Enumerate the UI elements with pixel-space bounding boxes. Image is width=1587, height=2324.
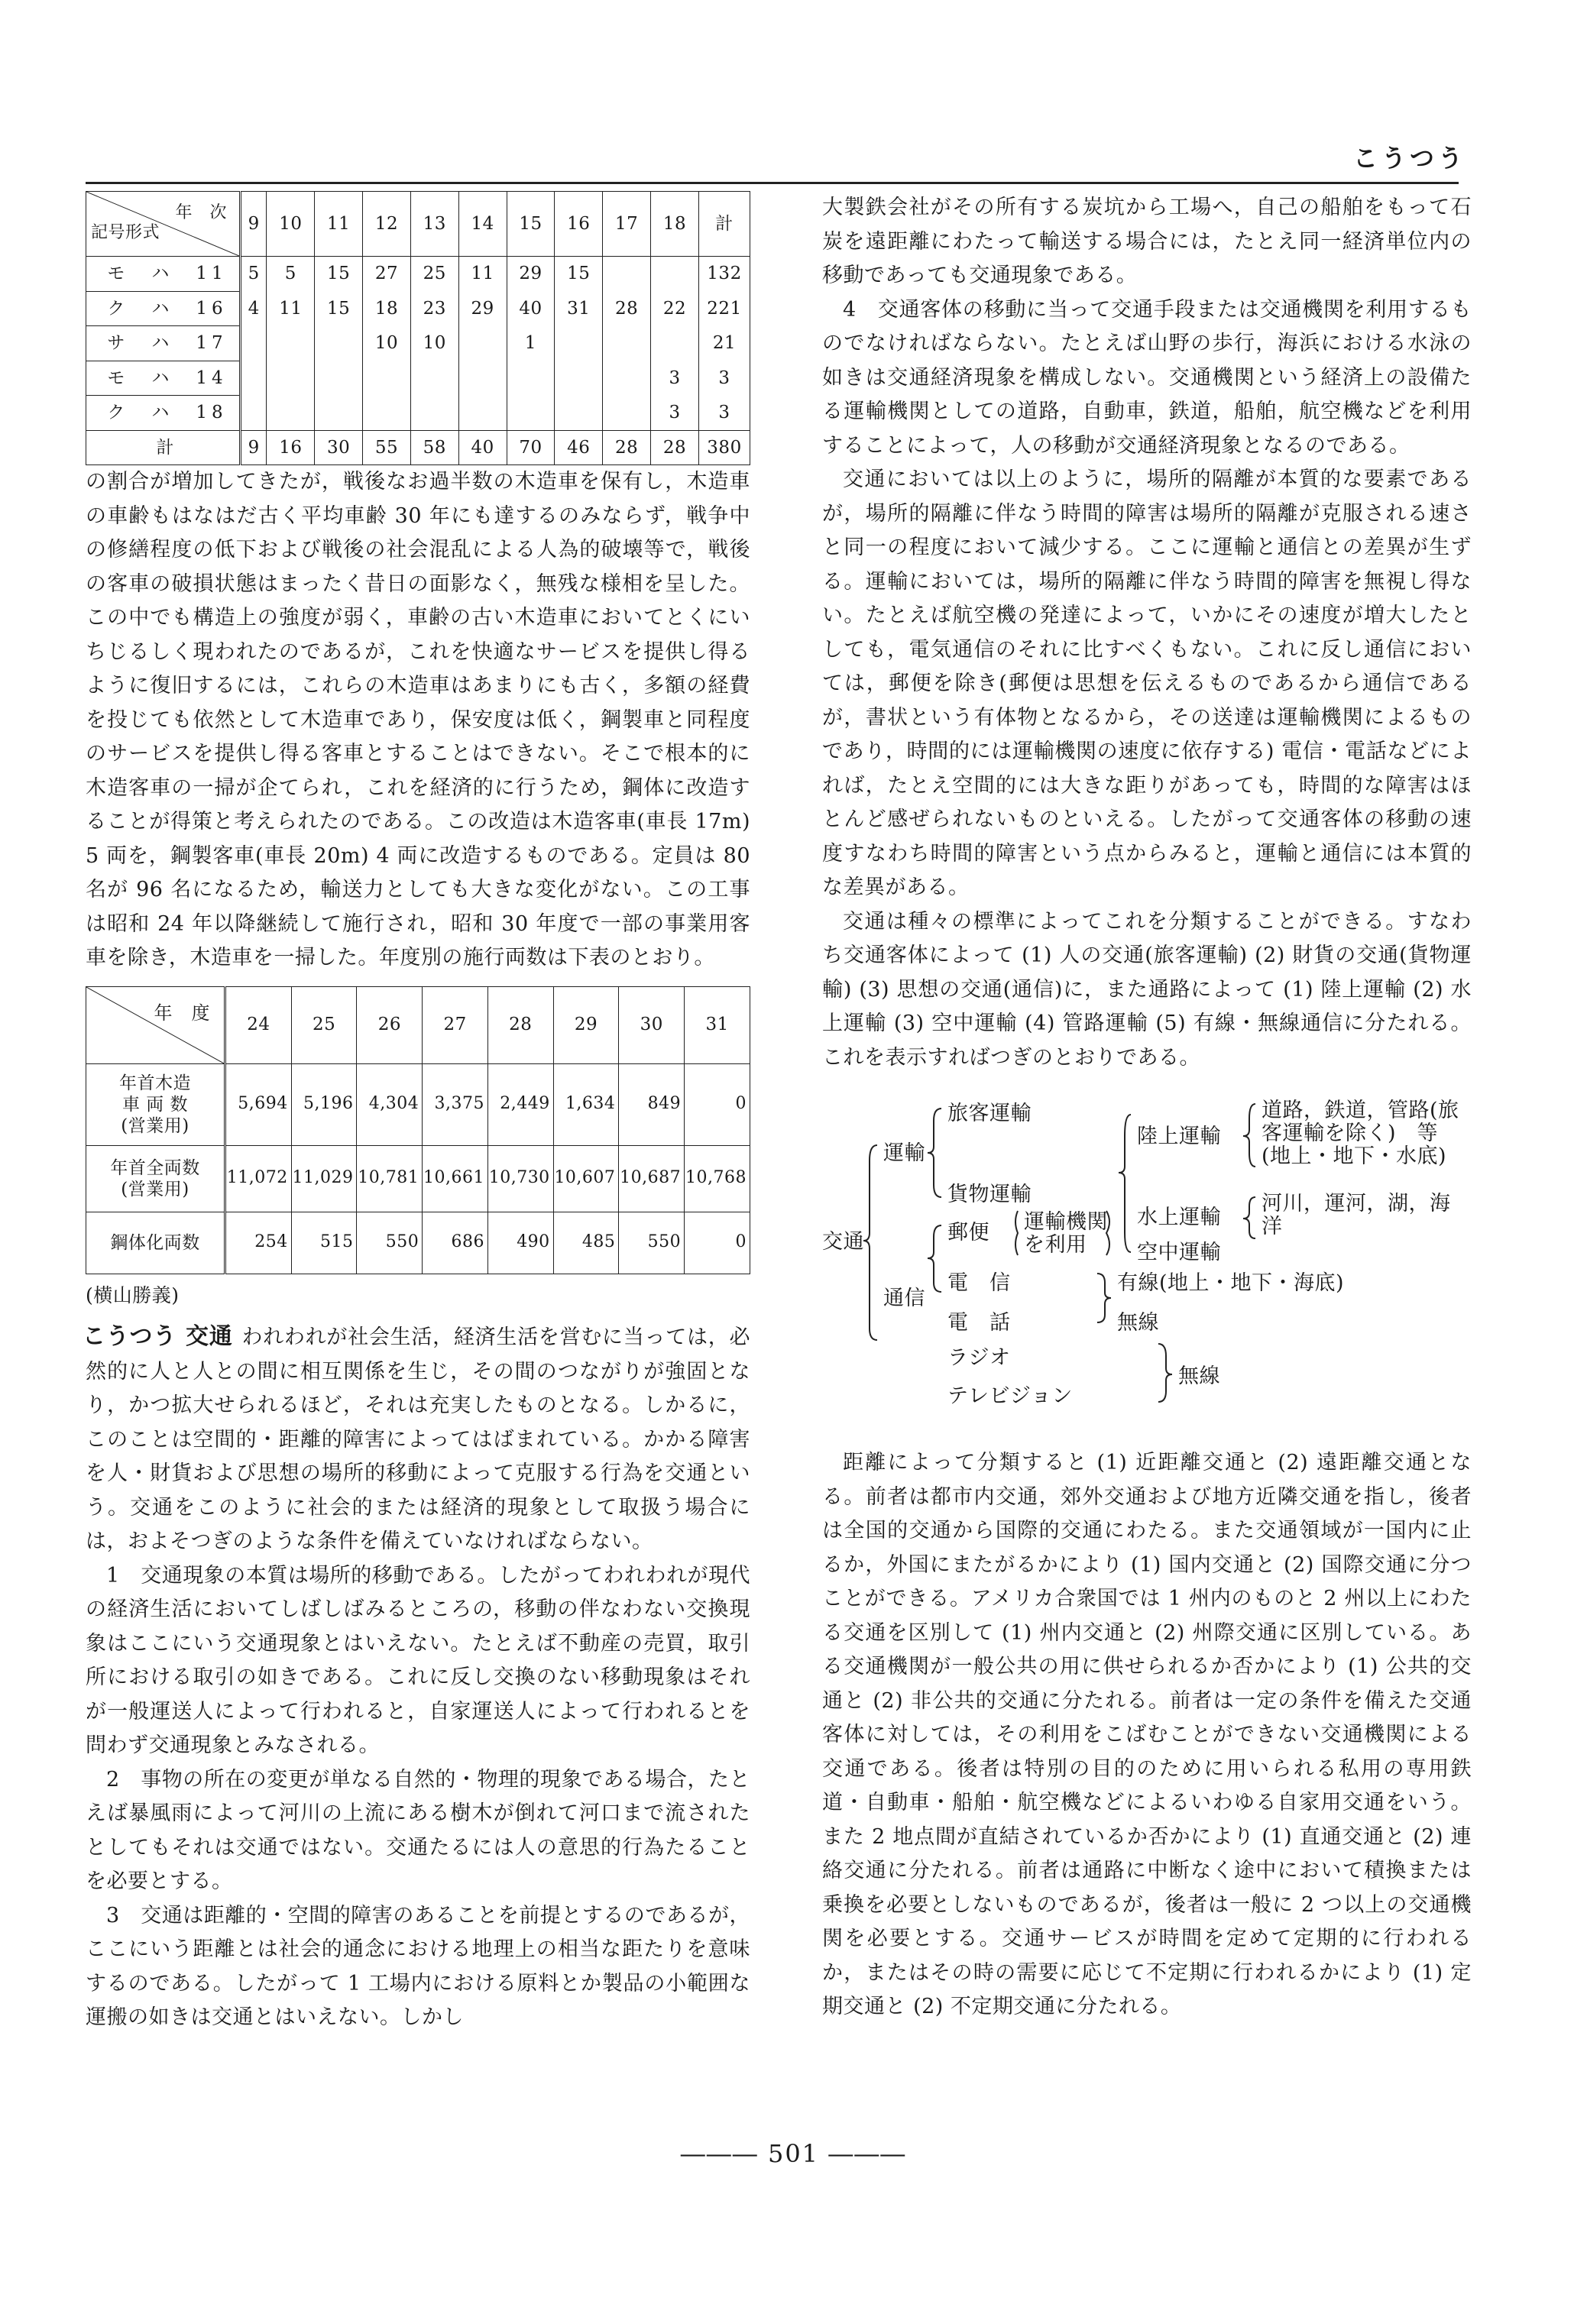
corner-bottom-label: 記号形式 xyxy=(91,222,160,242)
paragraph: 距離によって分類すると (1) 近距離交通と (2) 遠距離交通となる。前者は都市内交通，郊外交通および地方近隣交通を指し，後者は全国的交通から国際的交通にわたる。また交通領域が一国内に止るか，外国にまたがるかにより (1) 国内交通と (2) 国際交通に分つことができる。アメリカ合衆国では 1 州内のものと 2 州以上にわたる交通を区別して (1) 州内交通と (2) 州際交通に区別している。ある交通機関が一般公共の用に供せられるか否かにより (1) 公共的交通と (2) 非公共的交通に分たれる。前者は一定の条件を備えた交通客体に対しては，その利用をこばむことができない交通機関による交通である。後者は特別の目的のために用いられる私用の専用鉄道・自動車・船舶・航空機などによるいわゆる自家用交通をいう。また 2 地点間が直結されているか否かにより (1) 直通交通と (2) 連絡交通に分たれる。前者は通路に中断なく途中において積換または乗換を必要としないものであるが，後者は一般に 2 つ以上の交通機関を必要とする。交通サービスが時間を定めて定期的に行われるか，またはその時の需要に応じて不定期に行われるかにより (1) 定期交通と (2) 不定期交通に分たれる。 xyxy=(822,1451,1472,2018)
column-header: 18 xyxy=(651,192,699,257)
table-cell xyxy=(267,361,315,396)
table-cell: 70 xyxy=(507,430,555,465)
table-corner-cell xyxy=(86,986,225,1063)
row-label xyxy=(86,1212,225,1274)
table-cell: 221 xyxy=(699,291,750,326)
column-header: 31 xyxy=(685,986,750,1063)
table-row xyxy=(86,396,750,431)
table-cell: 9 xyxy=(241,430,267,465)
diagram-yusen: 有線(地上・地下・海底) xyxy=(1117,1271,1345,1295)
diagram-kamotsu: 貨物運輸 xyxy=(947,1183,1032,1206)
diagram-kuchu: 空中運輸 xyxy=(1137,1241,1221,1264)
table-row xyxy=(86,1063,750,1145)
header-rule xyxy=(86,182,1459,184)
table-cell xyxy=(241,396,267,431)
paragraph: の割合が増加してきたが，戦後なお過半数の木造車を保有し，木造車の車齢もはなはだ古く平均車齢 30 年にも達するのみならず，戦争中の修繕程度の低下および戦後の社会混乱による人為的破壊等で，戦後の客車の破損状態はまったく昔日の面影なく，無残な様相を呈した。この中でも構造上の強度が弱く，車齢の古い木造車においてとくにいちじるしく現われたのであるが，これを快適なサービスを提供し得るように復旧するには，これらの木造車はあまりにも古く，多額の経費を投じても依然として木造車であり，保安度は低く，鋼製車と同程度のサービスを提供し得る客車とすることはできない。そこで根本的に木造客車の一掃が企てられ，これを経済的に行うため，鋼体に改造することが得策と考えられたのである。この改造は木造客車(車長 17m) 5 両を，鋼製客車(車長 20m) 4 両に改造するものである。定員は 80 名が 96 名になるため，輸送力としても大きな変化がない。この工事は昭和 24 年以降継続して施行され，昭和 30 年度で一部の事業用客車を除き，木造車を一掃した。年度別の施行両数は下表のとおり。 xyxy=(86,470,750,969)
diagram-unyu: 運輸 xyxy=(883,1141,925,1165)
table-cell: 550 xyxy=(357,1212,423,1274)
running-header: こうつう xyxy=(1352,144,1466,173)
table-cell: 2,449 xyxy=(487,1063,553,1145)
table-cell: 40 xyxy=(458,430,507,465)
table-cell: 29 xyxy=(507,257,555,292)
table-cell: 55 xyxy=(363,430,411,465)
table-cell: 40 xyxy=(507,291,555,326)
row-label xyxy=(86,1145,225,1212)
table-cell: 849 xyxy=(619,1063,685,1145)
diagram-rikujo-detail-3: (地上・地下・水底) xyxy=(1262,1144,1447,1168)
column-header: 17 xyxy=(603,192,651,257)
row-label-line: 車 両 数 xyxy=(121,1094,189,1115)
table-cell: 27 xyxy=(363,257,411,292)
table-cell: 16 xyxy=(267,430,315,465)
paragraph: 3 交通は距離的・空間的障害のあることを前提とするのであるが，ここにいう距離とは社会的通念における地理上の相当な距たりを意味するのである。したがって 1 工場内における原料とか製品の小範囲な運搬の如きは交通とはいえない。しかし xyxy=(86,1903,750,2029)
right-column xyxy=(822,191,1472,2025)
diagram-musen-2: 無線 xyxy=(1178,1364,1220,1388)
row-label: ク ハ 16 xyxy=(86,291,241,326)
table-cell xyxy=(267,396,315,431)
table-cell xyxy=(603,257,651,292)
table-cell: 10,661 xyxy=(423,1145,488,1212)
table-cell: 0 xyxy=(685,1063,750,1145)
table-row xyxy=(86,257,750,292)
paragraph: 1 交通現象の本質は場所的移動である。したがってわれわれが現代の経済生活においてしばしばみるところの，移動の伴なわない交換現象はここにいう交通現象とはいえない。たとえば不動産の売買，取引所における取引の如きである。これに反し交換のない移動現象はそれが一般運送人によって行われると，自家運送人によって行われるとを問わず交通現象とみなされる。 xyxy=(86,1563,750,1757)
row-label-line: 鋼体化両数 xyxy=(110,1232,200,1253)
table-cell xyxy=(603,396,651,431)
table-cell: 3 xyxy=(651,396,699,431)
table-row xyxy=(86,1212,750,1274)
diagram-suijo-detail-2: 洋 xyxy=(1262,1215,1283,1238)
table-header-row xyxy=(86,986,750,1063)
table-cell xyxy=(241,326,267,361)
transport-classification-diagram xyxy=(822,1099,1472,1420)
entry-subhead: 交通 xyxy=(185,1323,233,1350)
column-header: 30 xyxy=(619,986,685,1063)
diagram-root: 交通 xyxy=(822,1230,864,1254)
table-cell: 15 xyxy=(315,257,363,292)
table-cell: 58 xyxy=(410,430,458,465)
table-cell: 1,634 xyxy=(553,1063,619,1145)
table-cell: 515 xyxy=(291,1212,357,1274)
table-cell: 10,687 xyxy=(619,1145,685,1212)
row-label xyxy=(86,1063,225,1145)
table-cell xyxy=(555,361,603,396)
table-cell xyxy=(651,326,699,361)
table-cell: 29 xyxy=(458,291,507,326)
table-cell: 22 xyxy=(651,291,699,326)
diagram-ryokaku: 旅客運輸 xyxy=(947,1102,1032,1125)
table-cell xyxy=(315,326,363,361)
table-row xyxy=(86,291,750,326)
table-cell: 5 xyxy=(241,257,267,292)
row-label: モ ハ 14 xyxy=(86,361,241,396)
diagram-yubin: 郵便 xyxy=(947,1221,989,1245)
column-header: 10 xyxy=(267,192,315,257)
table-cell: 10,781 xyxy=(357,1145,423,1212)
table-cell xyxy=(603,326,651,361)
paragraph: 4 交通客体の移動に当って交通手段または交通機関を利用するものでなければならない。たとえば山野の歩行，海浜における水泳の如きは交通経済現象を構成しない。交通機関という経済上の設備たる運輸機関としての道路，自動車，鉄道，船舶，航空機などを利用することによって，人の移動が交通経済現象となるのである。 xyxy=(822,297,1472,458)
diagram-rikujo: 陸上運輸 xyxy=(1137,1125,1221,1148)
author-note: (横山勝義) xyxy=(86,1283,180,1306)
table-cell: 11,029 xyxy=(291,1145,357,1212)
table-cell xyxy=(603,361,651,396)
entry-headword: こうつう xyxy=(83,1323,177,1350)
table-cell: 28 xyxy=(603,291,651,326)
table-cell: 18 xyxy=(363,291,411,326)
column-header: 28 xyxy=(487,986,553,1063)
table-cell: 23 xyxy=(410,291,458,326)
table-header-row xyxy=(86,192,750,257)
table-cell xyxy=(555,396,603,431)
table-cell xyxy=(555,326,603,361)
page-number: ――― 501 ――― xyxy=(680,2139,907,2168)
table-cell xyxy=(267,326,315,361)
table-cell: 5,196 xyxy=(291,1063,357,1145)
table-cell: 11,072 xyxy=(225,1145,292,1212)
diagram-denshin: 電 信 xyxy=(947,1271,1011,1295)
diagram-yubin-paren-2: を利用 xyxy=(1024,1233,1087,1257)
diagram-tsushin: 通信 xyxy=(883,1287,925,1310)
table-cell xyxy=(458,396,507,431)
table-cell: 254 xyxy=(225,1212,292,1274)
diagram-rikujo-detail-1: 道路，鉄道，管路(旅 xyxy=(1262,1099,1459,1122)
table-cell: 5,694 xyxy=(225,1063,292,1145)
diagram-musen-1: 無線 xyxy=(1117,1311,1159,1335)
diagram-suijo: 水上運輸 xyxy=(1137,1206,1221,1229)
row-label: ク ハ 18 xyxy=(86,396,241,431)
table-cell: 10,730 xyxy=(487,1145,553,1212)
table-cell: 21 xyxy=(699,326,750,361)
table-cell: 31 xyxy=(555,291,603,326)
table-cell: 550 xyxy=(619,1212,685,1274)
column-header: 11 xyxy=(315,192,363,257)
left-column xyxy=(83,191,751,2035)
row-label-line: 年首木造 xyxy=(119,1073,191,1093)
column-header: 27 xyxy=(423,986,488,1063)
table-cell xyxy=(315,396,363,431)
row-label: モ ハ 11 xyxy=(86,257,241,292)
table-cell xyxy=(507,361,555,396)
table-cell: 15 xyxy=(555,257,603,292)
diagram-rikujo-detail-2: 客運輸を除く) 等 xyxy=(1262,1122,1439,1145)
table-cell: 11 xyxy=(267,291,315,326)
column-header: 26 xyxy=(357,986,423,1063)
table-cell: 5 xyxy=(267,257,315,292)
table-row xyxy=(86,1145,750,1212)
table-row xyxy=(86,361,750,396)
table-cell: 3,375 xyxy=(423,1063,488,1145)
column-header: 計 xyxy=(699,192,750,257)
table-cell: 25 xyxy=(410,257,458,292)
table-cell: 4,304 xyxy=(357,1063,423,1145)
table-cell: 132 xyxy=(699,257,750,292)
table-row xyxy=(86,430,750,465)
column-header: 14 xyxy=(458,192,507,257)
corner-label: 年 度 xyxy=(154,1002,210,1024)
diagram-denwa: 電 話 xyxy=(947,1311,1011,1335)
table-cell: 380 xyxy=(699,430,750,465)
table-cell xyxy=(241,361,267,396)
diagram-radio: ラジオ xyxy=(947,1346,1011,1370)
column-header: 24 xyxy=(225,986,292,1063)
paragraph: 大製鉄会社がその所有する炭坑から工場へ，自己の船舶をもって石炭を遠距離にわたって輸送する場合には，たとえ同一経済単位内の移動であっても交通現象である。 xyxy=(822,196,1472,287)
table-cell: 10 xyxy=(410,326,458,361)
table-cell: 15 xyxy=(315,291,363,326)
entry-intro-text: われわれが社会生活，経済生活を営むに当っては，必然的に人と人との間に相互関係を生じ，その間のつながりが強固となり，かつ拡大せられるほど，それは充実したものとなる。しかるに，このことは空間的・距離的障害によってはばまれている。かかる障害を人・財貨および思想の場所的移動によって克服する行為を交通という。交通をこのように社会的または経済的現象として取扱う場合には，およそつぎのような条件を備えていなければならない。 xyxy=(86,1325,751,1553)
column-header: 9 xyxy=(241,192,267,257)
diagram-yubin-paren-1: 運輸機関 xyxy=(1024,1210,1108,1234)
table-cell xyxy=(458,361,507,396)
entry-intro xyxy=(83,1320,751,1559)
table-cell: 28 xyxy=(603,430,651,465)
table-cell: 1 xyxy=(507,326,555,361)
row-label-line: (営業用) xyxy=(121,1179,189,1199)
table-cell: 46 xyxy=(555,430,603,465)
table-cell xyxy=(410,361,458,396)
table-cell: 10 xyxy=(363,326,411,361)
row-label: サ ハ 17 xyxy=(86,326,241,361)
table-cell: 3 xyxy=(699,396,750,431)
table-corner-cell xyxy=(86,192,241,257)
paragraph: 交通においては以上のように，場所的隔離が本質的な要素であるが，場所的隔離に伴なう時間的障害は場所的隔離が克服される速さと同一の程度において減少する。ここに運輸と通信との差異が生ずる。運輸においては，場所的隔離に伴なう時間的障害を無視し得ない。たとえば航空機の発達によって，いかにその速度が増大したとしても，電気通信のそれに比すべくもない。これに反し通信においては，郵便を除き(郵便は思想を伝えるものであるから通信であるが，書状という有体物となるから，その送達は運輸機関によるものであり，時間的には運輸機関の速度に依存する) 電信・電話などによれば，たとえ空間的には大きな距りがあっても，時間的な障害はほとんど感ぜられないものといえる。したがって交通客体の移動の速度すなわち時間的障害という点からみると，運輸と通信には本質的な差異がある。 xyxy=(822,468,1472,899)
table-cell: 28 xyxy=(651,430,699,465)
table-cell xyxy=(458,326,507,361)
row-label-line: (営業用) xyxy=(121,1115,189,1136)
table-cell xyxy=(363,361,411,396)
diagram-tv: テレビジョン xyxy=(947,1384,1073,1408)
table-cell xyxy=(315,361,363,396)
column-header: 12 xyxy=(363,192,411,257)
paragraph: 交通は種々の標準によってこれを分類することができる。すなわち交通客体によって (1) 人の交通(旅客運輸) (2) 財貨の交通(貨物運輸) (3) 思想の交通(通信)に，また通路によって (1) 陸上運輸 (2) 水上運輸 (3) 空中運輸 (4) 管路運輸 (5) 有線・無線通信に分たれる。これを表示すればつぎのとおりである。 xyxy=(822,909,1472,1070)
table-cell: 3 xyxy=(699,361,750,396)
column-header: 25 xyxy=(291,986,357,1063)
table-cell: 0 xyxy=(685,1212,750,1274)
table-cell: 4 xyxy=(241,291,267,326)
table-cell xyxy=(363,396,411,431)
table-cell: 686 xyxy=(423,1212,488,1274)
table-cell xyxy=(410,396,458,431)
table-cell xyxy=(507,396,555,431)
table-cell: 3 xyxy=(651,361,699,396)
vehicle-count-table xyxy=(86,191,750,465)
table-cell: 10,607 xyxy=(553,1145,619,1212)
column-header: 29 xyxy=(553,986,619,1063)
table-cell: 30 xyxy=(315,430,363,465)
table-row xyxy=(86,326,750,361)
paragraph: 2 事物の所在の変更が単なる自然的・物理的現象である場合，たとえば暴風雨によって河川の上流にある樹木が倒れて河口まで流されたとしてもそれは交通ではない。交通たるには人の意思的行為たることを必要とする。 xyxy=(86,1767,750,1893)
diagram-suijo-detail-1: 河川，運河，湖，海 xyxy=(1262,1192,1451,1215)
row-label-line: 年首全両数 xyxy=(110,1157,200,1178)
column-header: 13 xyxy=(410,192,458,257)
steel-conversion-table xyxy=(86,986,750,1274)
table-cell: 10,768 xyxy=(685,1145,750,1212)
corner-top-label: 年 次 xyxy=(175,203,227,222)
table-cell: 485 xyxy=(553,1212,619,1274)
column-header: 16 xyxy=(555,192,603,257)
table-cell: 490 xyxy=(487,1212,553,1274)
column-header: 15 xyxy=(507,192,555,257)
row-label: 計 xyxy=(86,430,241,465)
table-cell: 11 xyxy=(458,257,507,292)
table-cell xyxy=(651,257,699,292)
